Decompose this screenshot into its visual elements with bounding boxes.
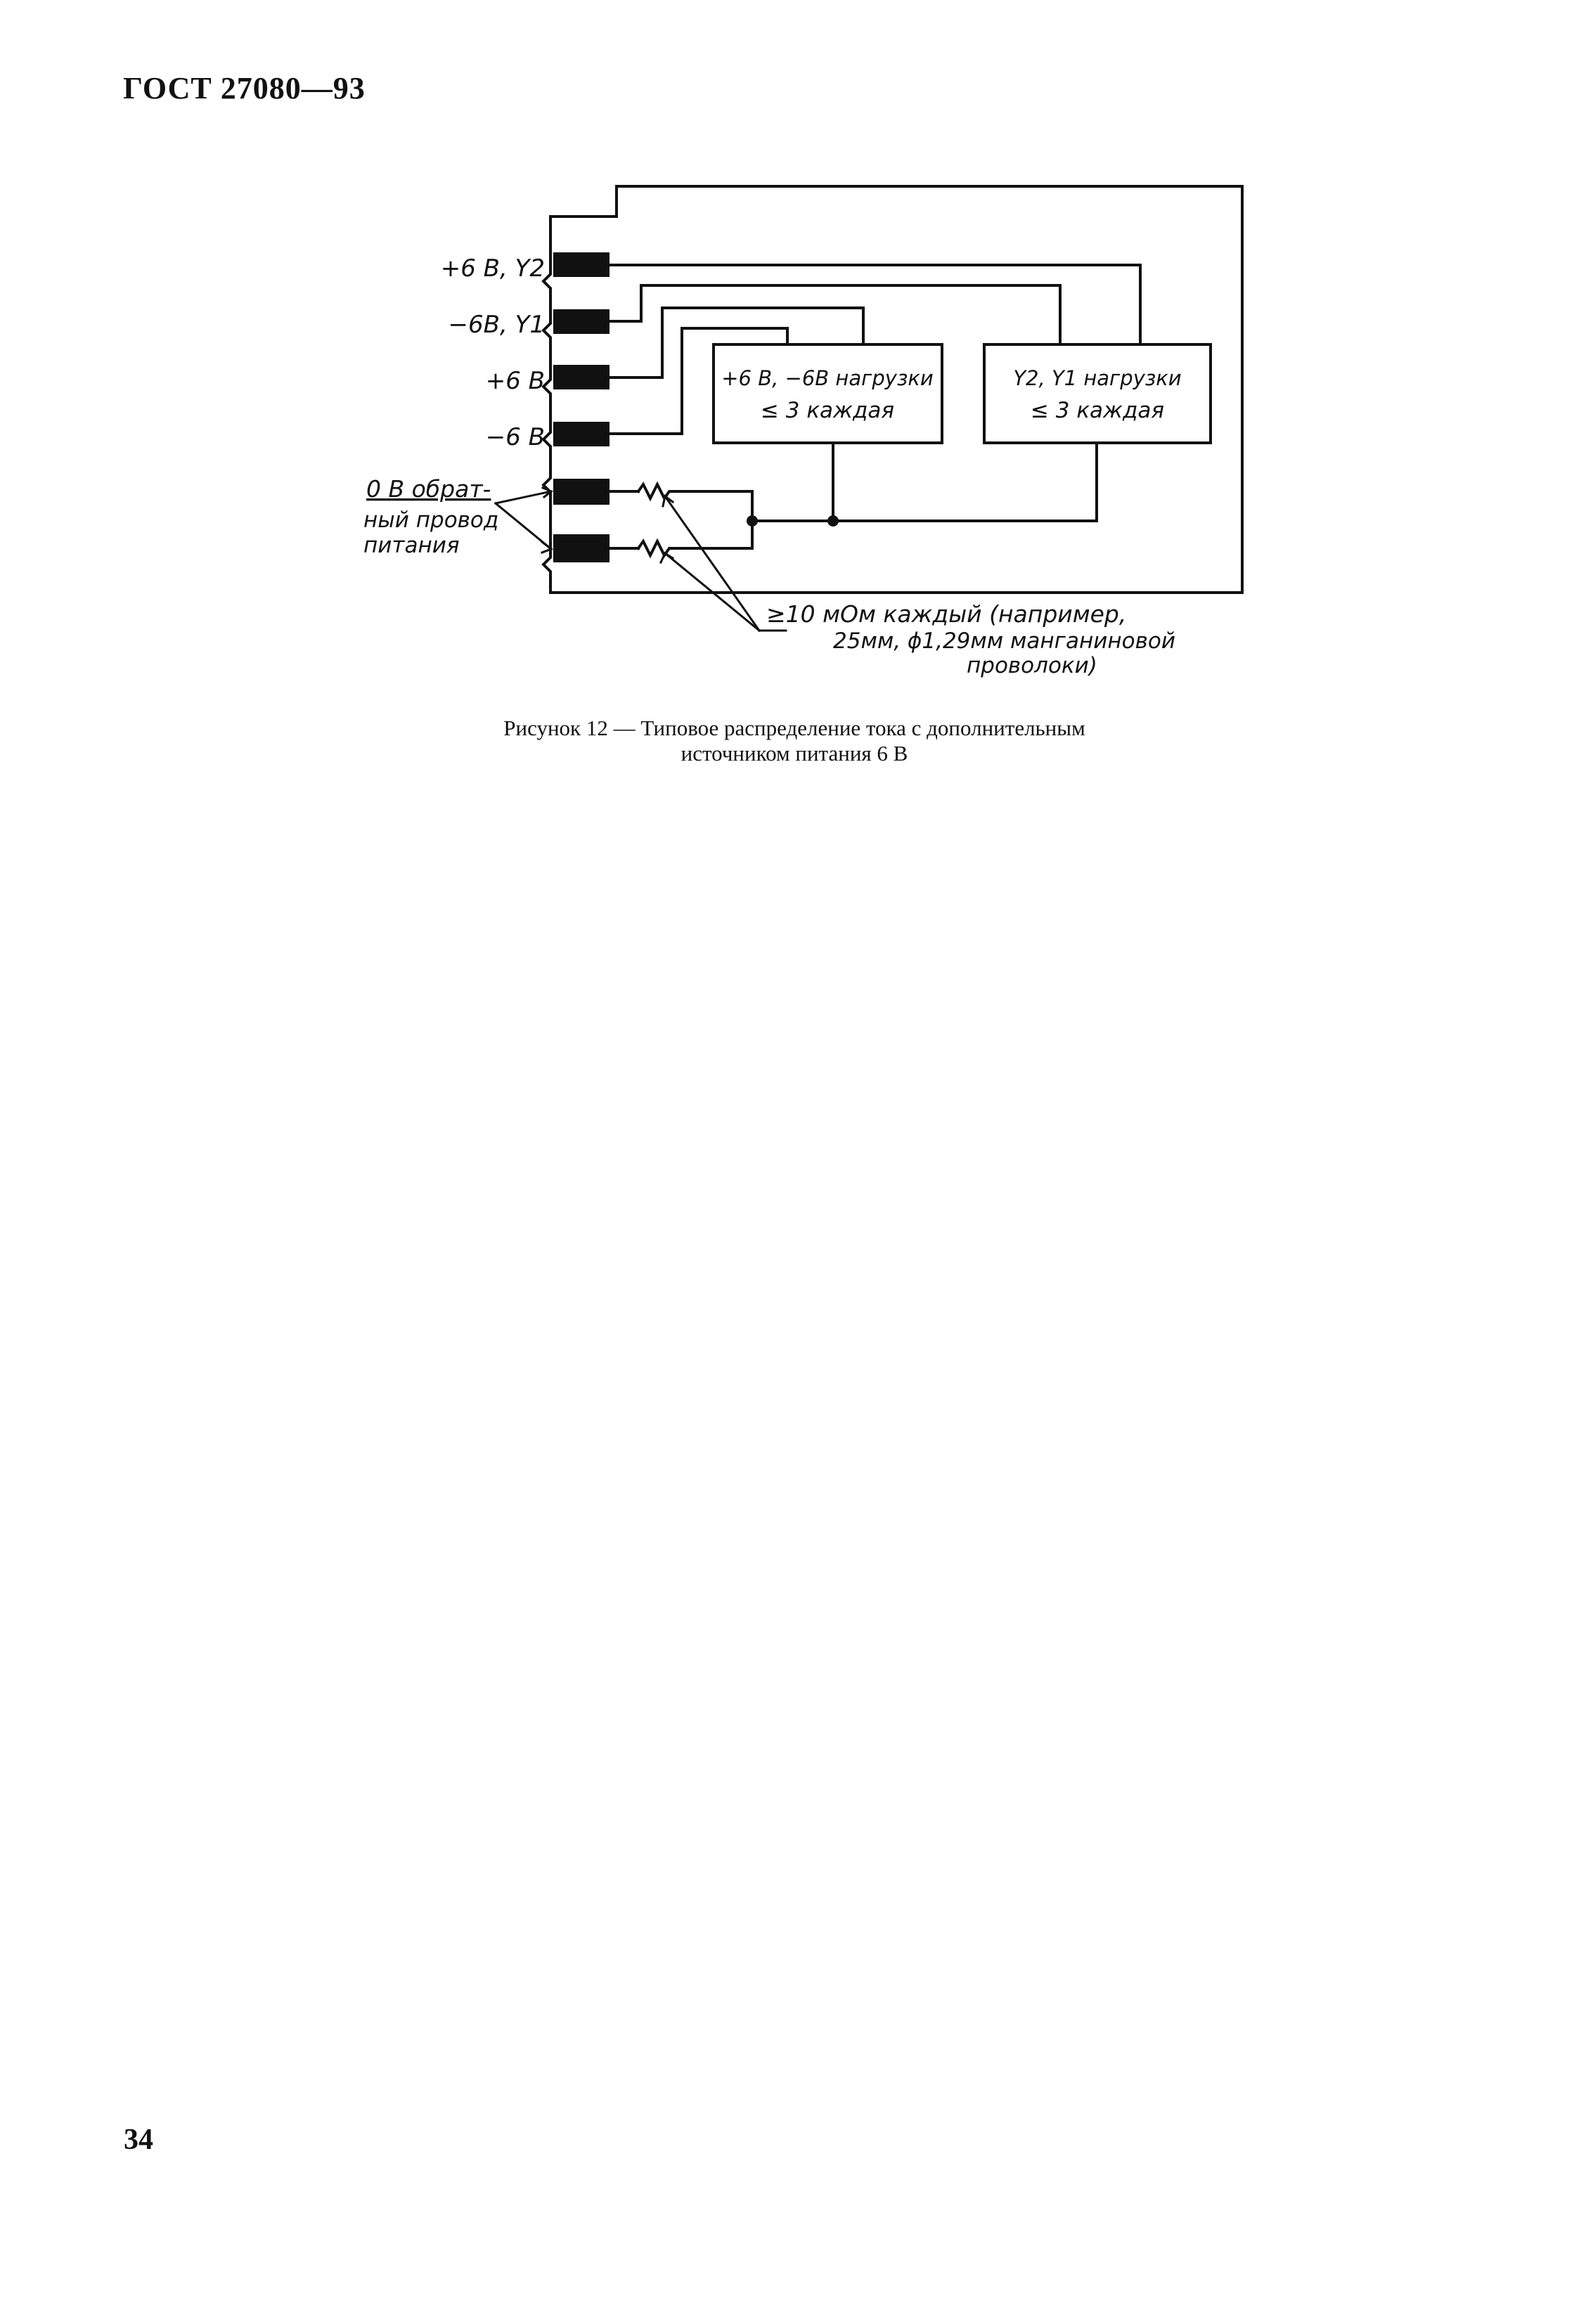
circuit-diagram	[0, 0, 1593, 703]
connector-pin-icon	[553, 422, 610, 446]
connector-pins	[553, 252, 610, 562]
caption-line-2: источником питания 6 В	[681, 741, 908, 766]
figure-12	[0, 0, 1593, 703]
connector-pin-icon	[553, 479, 610, 505]
junction-dot-icon	[829, 517, 837, 525]
return-label-leaders	[496, 488, 551, 553]
pin-label: +6 В, Y2	[440, 254, 545, 283]
load-box-1-line1: +6 В, −6В нагрузки	[721, 366, 934, 390]
caption-line-1: Рисунок 12 — Типовое распределение тока с дополнительным	[503, 716, 1085, 740]
resistor-note-line: проволоки)	[967, 653, 1097, 678]
figure-caption	[394, 716, 1195, 766]
return-label-line: ный провод	[363, 508, 499, 533]
pin-label: +6 В	[485, 367, 545, 395]
standard-title: ГОСТ 27080—93	[123, 71, 366, 105]
connector-pin-icon	[553, 309, 610, 334]
resistor-note-line: 25мм, ϕ1,29мм манганиновой	[833, 628, 1175, 654]
load-box-2	[984, 344, 1211, 443]
load-box-2-line2: ≤ 3 каждая	[1030, 398, 1165, 423]
resistor-note-line: ≥10 мОм каждый (например,	[766, 600, 1127, 628]
page-number: 34	[124, 2124, 153, 2156]
junction-dot-icon	[748, 517, 756, 525]
load-box-2-line1: Y2, Y1 нагрузки	[1013, 366, 1182, 390]
return-label-line: 0 В обрат-	[366, 475, 491, 503]
load-box-1-line2: ≤ 3 каждая	[760, 398, 895, 423]
connector-pin-icon	[553, 365, 610, 389]
load-box-1	[714, 344, 942, 443]
connector-pin-icon	[553, 252, 610, 277]
pin-label: −6В, Y1	[448, 311, 545, 339]
connector-pin-icon	[553, 534, 610, 562]
resistor-icon	[638, 484, 673, 498]
return-label-line: питания	[363, 533, 460, 558]
resistor-icon	[638, 541, 673, 555]
pin-label: −6 В	[485, 423, 545, 451]
